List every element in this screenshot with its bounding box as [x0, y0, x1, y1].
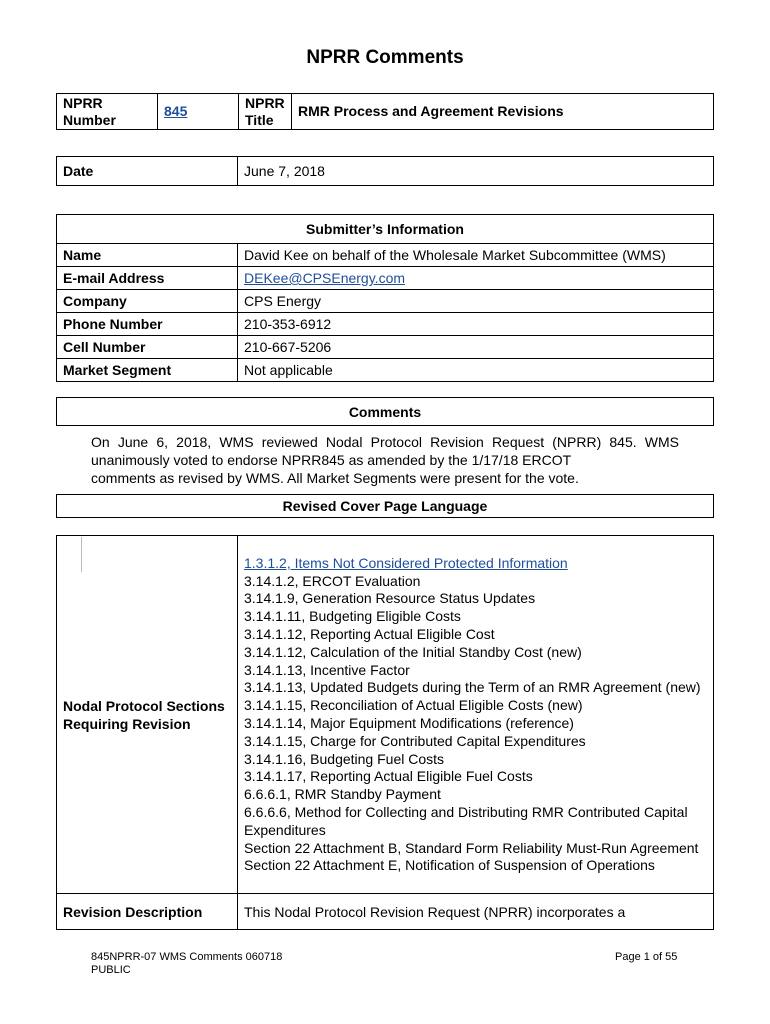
section-item: Section 22 Attachment E, Notification of Suspension of Operations [244, 857, 655, 874]
nprr-title-label: NPRR Title [239, 94, 292, 130]
nprr-header-table [56, 93, 714, 130]
section-item: 3.14.1.11, Budgeting Eligible Costs [244, 608, 461, 625]
submitter-value: 210-353-6912 [238, 313, 714, 336]
comments-line-2: comments as revised by WMS. All Market Segments were present for the vote. [91, 470, 579, 486]
email-link[interactable]: DEKee@CPSEnergy.com [244, 270, 406, 286]
submitter-label: Name [57, 244, 238, 267]
submitter-label: Cell Number [57, 336, 238, 359]
sections-list [244, 554, 707, 875]
section-item: 3.14.1.9, Generation Resource Status Updates [244, 590, 536, 607]
change-bar [81, 537, 82, 572]
sections-list-cell [238, 536, 714, 894]
comments-line-1: On June 6, 2018, WMS reviewed Nodal Protocol Revision Request (NPRR) 845. WMS unanimously voted to endorse NPRR845 as amended by the 1/17/18 ERCOT [91, 434, 679, 468]
footer-classification: PUBLIC [91, 964, 131, 976]
revised-cover-table [56, 494, 714, 518]
section-item: 3.14.1.2, ERCOT Evaluation [244, 572, 421, 589]
section-item: 3.14.1.16, Budgeting Fuel Costs [244, 750, 445, 767]
footer-left [91, 951, 282, 977]
submitter-value: CPS Energy [238, 290, 714, 313]
submitter-row-segment [57, 359, 714, 382]
section-item: 6.6.6.6, Method for Collecting and Distributing RMR Contributed Capital Expenditures [244, 803, 688, 838]
submitter-heading: Submitter’s Information [57, 215, 714, 244]
submitter-value: Not applicable [238, 359, 714, 382]
submitter-label: Market Segment [57, 359, 238, 382]
nprr-number-link[interactable]: 845 [164, 103, 188, 119]
section-item: 3.14.1.14, Major Equipment Modifications (reference) [244, 715, 574, 731]
section-item: 3.14.1.17, Reporting Actual Eligible Fuel Costs [244, 768, 533, 785]
comments-heading: Comments [57, 398, 714, 426]
date-table [56, 156, 714, 186]
submitter-label: E-mail Address [57, 267, 238, 290]
submitter-value: David Kee on behalf of the Wholesale Market Subcommittee (WMS) [238, 244, 714, 267]
footer-page-number: Page 1 of 55 [615, 951, 678, 963]
submitter-label: Company [57, 290, 238, 313]
section-item: 3.14.1.15, Charge for Contributed Capital Expenditures [244, 732, 586, 749]
submitter-row-cell [57, 336, 714, 359]
submitter-row-name [57, 244, 714, 267]
nprr-number-label: NPRR Number [57, 94, 158, 130]
submitter-row-email [57, 267, 714, 290]
nprr-title-value: RMR Process and Agreement Revisions [292, 94, 714, 130]
comments-body [91, 433, 679, 487]
page-title: NPRR Comments [306, 47, 464, 68]
section-item: 3.14.1.12, Calculation of the Initial Standby Cost (new) [244, 643, 582, 660]
submitter-row-phone [57, 313, 714, 336]
submitter-label: Phone Number [57, 313, 238, 336]
section-item: 3.14.1.12, Reporting Actual Eligible Cost [244, 626, 495, 643]
section-item: 3.14.1.13, Incentive Factor [244, 661, 410, 678]
nprr-number-cell [158, 94, 239, 130]
revision-description-label: Revision Description [57, 894, 238, 930]
section-item: 3.14.1.13, Updated Budgets during the Term of an RMR Agreement (new) [244, 679, 701, 696]
date-value: June 7, 2018 [238, 157, 714, 186]
section-item: 3.14.1.15, Reconciliation of Actual Eligible Costs (new) [244, 697, 583, 714]
section-item: 6.6.6.1, RMR Standby Payment [244, 786, 441, 803]
submitter-value: 210-667-5206 [238, 336, 714, 359]
comments-heading-table [56, 397, 714, 426]
revision-description-value: This Nodal Protocol Revision Request (NPRR) incorporates a [238, 894, 714, 930]
submitter-table [56, 214, 714, 382]
section-item: Section 22 Attachment B, Standard Form Reliability Must-Run Agreement [244, 839, 699, 856]
sections-label: Nodal Protocol Sections Requiring Revision [57, 536, 238, 894]
sections-table [56, 535, 714, 930]
section-item-link[interactable]: 1.3.1.2, Items Not Considered Protected Information [244, 554, 568, 571]
date-label: Date [57, 157, 238, 186]
revised-cover-heading: Revised Cover Page Language [57, 495, 714, 518]
footer-doc-id: 845NPRR-07 WMS Comments 060718 [91, 951, 283, 963]
submitter-email-cell [238, 267, 714, 290]
submitter-row-company [57, 290, 714, 313]
